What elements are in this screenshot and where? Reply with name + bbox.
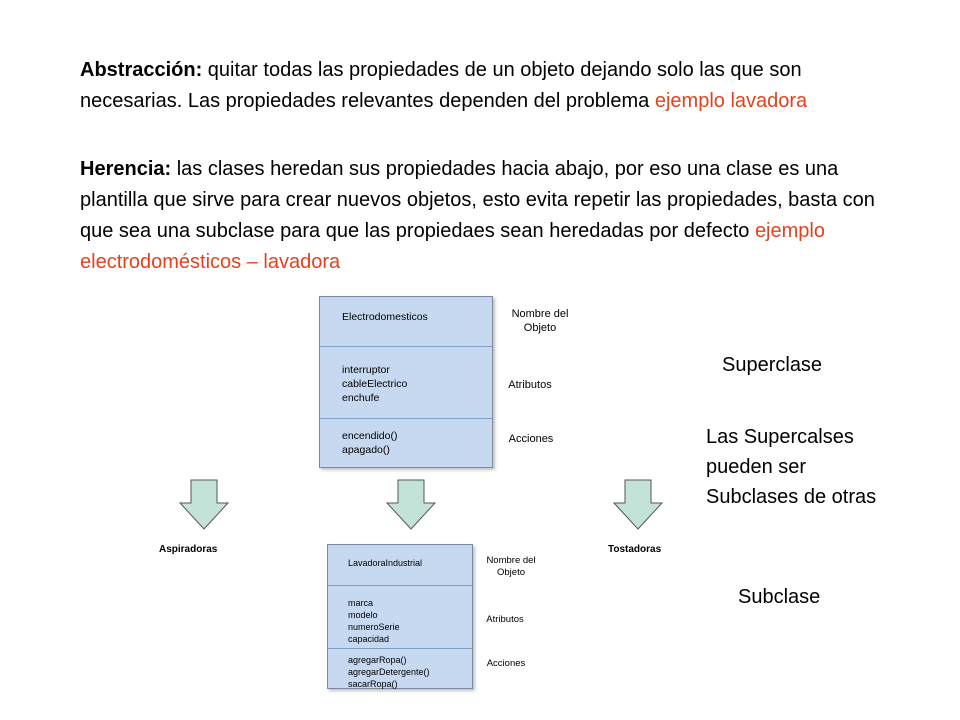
subclass-attributes-label: Atributos [486, 614, 524, 625]
subclass-attributes-section [328, 585, 472, 648]
aspiradoras-caption: Aspiradoras [159, 544, 218, 555]
superclass-name-section [320, 297, 492, 346]
subclass-attribute: capacidad [348, 634, 390, 644]
herencia-term: Herencia: [80, 158, 172, 180]
superclass-name: Electrodomesticos [342, 311, 428, 323]
superclass-name-label: Nombre del Objeto [511, 308, 569, 334]
subclass-action: agregarRopa() [348, 655, 407, 665]
herencia-text: las clases heredan sus propiedades hacia abajo, por eso una clase es una plantilla que sirve para crear nuevos objetos, esto evita repetir las propiedades, basta con que sea una subclase para que las propiedaes sean heredadas por defecto [80, 158, 875, 242]
subclass-actions-label: Acciones [486, 658, 526, 669]
superclass-action: encendido() [342, 430, 398, 442]
herencia-example: ejemplo electrodomésticos – lavadora [80, 220, 825, 273]
superclass-attribute: enchufe [342, 392, 380, 404]
subclass-actions-section [328, 648, 472, 688]
subclass-name-label: Nombre del Objeto [486, 555, 536, 578]
subclase-note: Subclase [738, 586, 821, 608]
supercalses-note-line: pueden ser [706, 456, 807, 478]
superclass-attributes-section [320, 346, 492, 418]
supercalses-note-line: Las Supercalses [706, 426, 854, 448]
tostadoras-caption: Tostadoras [608, 544, 662, 555]
abstraccion-term: Abstracción: [80, 59, 203, 81]
superclass-attribute: interruptor [342, 364, 390, 376]
subclass-attribute: marca [348, 598, 374, 608]
abstraccion-text: quitar todas las propiedades de un objeto dejando solo las que son necesarias. Las propiedades relevantes dependen del problema [80, 59, 802, 112]
subclass-action: agregarDetergente() [348, 667, 430, 677]
subclass-attribute: numeroSerie [348, 622, 400, 632]
abstraccion-example: ejemplo lavadora [654, 90, 808, 112]
subclass-attribute: modelo [348, 610, 378, 620]
herencia-paragraph [80, 154, 880, 278]
subclass-name: LavadoraIndustrial [348, 558, 423, 568]
superclass-actions-label: Acciones [508, 433, 554, 445]
supercalses-note-line: Subclases de otras [706, 486, 877, 508]
superclass-uml-box [319, 296, 493, 468]
superclass-action: apagado() [342, 444, 390, 456]
down-arrow-icon [178, 479, 230, 531]
subclass-name-section [328, 545, 472, 585]
superclase-note: Superclase [722, 354, 823, 376]
subclass-uml-box [327, 544, 473, 689]
superclass-actions-section [320, 418, 492, 467]
abstraccion-paragraph [80, 55, 880, 117]
down-arrow-icon [612, 479, 664, 531]
down-arrow-icon [385, 479, 437, 531]
superclass-attributes-label: Atributos [508, 379, 552, 391]
subclass-action: sacarRopa() [348, 679, 398, 689]
superclass-attribute: cableElectrico [342, 378, 408, 390]
